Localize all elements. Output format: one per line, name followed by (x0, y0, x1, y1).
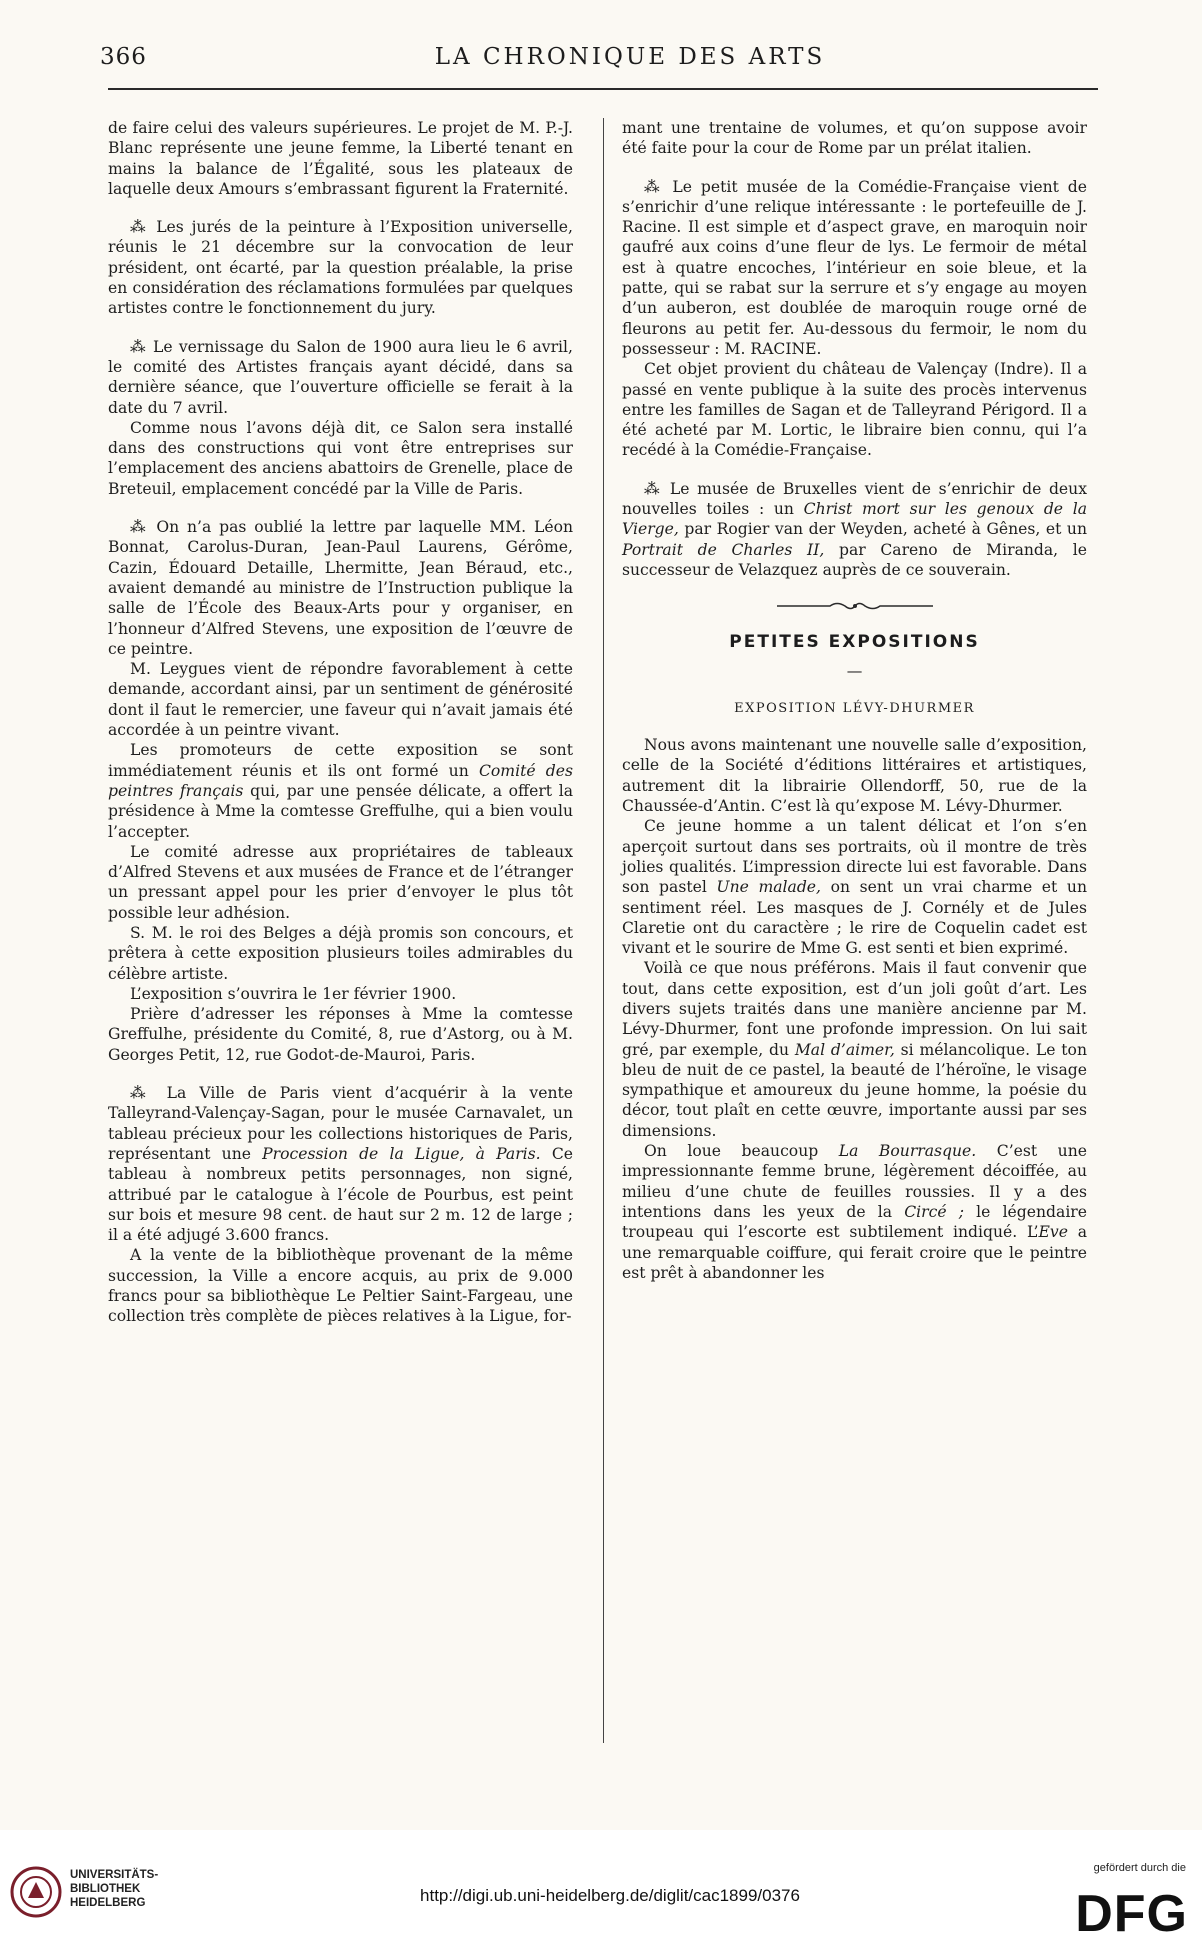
paragraph: Cet objet provient du château de Valençay (Indre). Il a passé en vente publique à la suite des procès intervenus entre les familles de Sagan et de Talleyrand Périgord. Il a été acheté par M. Lortic, le libraire bien connu, qui l’a recédé à la Comédie-Française. (622, 360, 1087, 460)
text-run: Ce tableau à nombreux petits personnages, non signé, attribué par le catalogue à l’école de Pourbus, est peint sur bois et mesure 98 cent. de haut sur 2 m. 12 de large ; il a été adjugé 3.600 francs. (108, 1144, 573, 1245)
italic-title: Comité des peintres français (108, 761, 573, 800)
paragraph: ⁂ On n’a pas oublié la lettre par laquelle MM. Léon Bonnat, Carolus-Duran, Jean-Paul Laurens, Gérôme, Cazin, Édouard Detaille, Lhermitte, Jean Béraud, etc., avaient demandé au ministre de l’Instruction publique la salle de l’École des Beaux-Arts pour y organiser, en l’honneur d’Alfred Stevens, une exposition de l’œuvre de ce peintre. (108, 518, 573, 658)
italic-title: Eve (1038, 1223, 1068, 1242)
text-run: par Careno de Miranda, le successeur de Velazquez auprès de ce souverain. (622, 540, 1087, 579)
running-title: LA CHRONIQUE DES ARTS (434, 44, 826, 70)
paragraph: A la vente de la bibliothèque provenant de la même succession, la Ville a encore acquis, au prix de 9.000 francs pour sa bibliothèque Le Peltier Saint-Fargeau, une collection très complète de pièces relatives à la Ligue, for- (108, 1246, 573, 1326)
text-run: ⁂ Le musée de Bruxelles vient de s’enrichir de deux nouvelles toiles : un (622, 479, 1087, 519)
text-run: par Rogier van der Weyden, acheté à Gênes, et un (678, 520, 1087, 539)
italic-title: Une malade, (716, 878, 821, 897)
paragraph: de faire celui des valeurs supérieures. Le projet de M. P.-J. Blanc représente une jeune femme, la Liberté tenant en mains la balance de l’Égalité, sous les plateaux de laquelle deux Amours s’embrassant figurent la Fraternité. (108, 119, 573, 198)
paragraph: Comme nous l’avons déjà dit, ce Salon sera installé dans des constructions qui vont être entreprises sur l’emplacement des anciens abattoirs de Grenelle, place de Breteuil, emplacement concédé par la Ville de Paris. (108, 418, 573, 498)
paragraph: ⁂ Les jurés de la peinture à l’Exposition universelle, réunis le 21 décembre sur la convocation de leur président, ont écarté, par la question préalable, la prise en considération des réclamations formulées par quelques artistes contre le fonctionnement du jury. (108, 218, 573, 318)
column-divider (603, 118, 604, 1743)
paragraph: M. Leygues vient de répondre favorablement à cette demande, accordant ainsi, par un sentiment de générosité dont il faut le remercier, une faveur qui n’avait jamais été accordée à un peintre vivant. (108, 660, 573, 740)
subsection-heading: EXPOSITION LÉVY-DHURMER (734, 700, 975, 716)
text-run: On loue beaucoup (644, 1142, 839, 1161)
source-url-link[interactable]: http://digi.ub.uni-heidelberg.de/diglit/cac1899/0376 (420, 1886, 800, 1905)
funded-by-label: gefördert durch die (1093, 1862, 1186, 1874)
right-column (622, 118, 1087, 1283)
page-number: 366 (100, 44, 147, 70)
paragraph: mant une trentaine de volumes, et qu’on suppose avoir été faite pour la cour de Rome par un prélat italien. (622, 119, 1087, 158)
paragraph (108, 1083, 573, 1245)
paragraph (622, 1141, 1087, 1283)
text-run: Voilà ce que nous préférons. Mais il faut convenir que tout, dans cette exposition, est d’un joli goût d’art. Les divers sujets traités dans une manière ancienne par M. Lévy-Dhurmer, font une profonde impression. On lui sait gré, par exemple, du (622, 959, 1087, 1059)
institution-line: UNIVERSITÄTS- (70, 1869, 159, 1881)
italic-title: Circé ; (904, 1202, 964, 1221)
paragraph (108, 740, 573, 841)
institution-line: BIBLIOTHEK (70, 1883, 141, 1895)
dfg-logo: DFG (1075, 1885, 1188, 1943)
italic-title: Procession de la Ligue, à Paris. (262, 1144, 541, 1163)
paragraph (622, 479, 1087, 580)
ornament-divider (622, 598, 1087, 612)
footer (0, 1830, 1202, 1954)
text-run: ⁂ La Ville de Paris vient d’acquérir à la vente Talleyrand-Valençay-Sagan, pour le musée Carnavalet, un tableau précieux pour les collections historiques de Paris, représentant une (108, 1084, 573, 1163)
ornament-icon (775, 599, 935, 613)
paragraph (622, 958, 1087, 1141)
text-run: C’est une impressionnante femme brune, légèrement décoiffée, au milieu d’une chute de feuilles roussies. Il y a des intentions dans les yeux de la (622, 1142, 1087, 1221)
paragraph: ⁂ Le petit musée de la Comédie-Française vient de s’enrichir d’une relique intéressante : le portefeuille de J. Racine. Il est simple et d’aspect grave, en maroquin noir gaufré aux coins d’une fleur de lys. Le fermoir de métal est à quatre encoches, l’intérieur en soie bleue, et la patte, qui se rabat sur la serrure et s’y engage au moyen d’un auberon, est doublée de maroquin rouge orné de fleurons au petit fer. Au-dessous du fermoir, le nom du possesseur : M. RACINE. (622, 177, 1087, 358)
heading-dash: — (846, 661, 863, 680)
text-run: Les promoteurs de cette exposition se sont immédiatement réunis et ils ont formé un (108, 741, 573, 780)
italic-title: La Bourrasque. (838, 1142, 977, 1161)
text-run: a une remarquable coiffure, qui ferait croire que le peintre est prêt à abandonner les (622, 1223, 1087, 1282)
left-column (108, 118, 573, 1327)
paragraph: Prière d’adresser les réponses à Mme la comtesse Greffulhe, présidente du Comité, 8, rue d’Astorg, ou à M. Georges Petit, 12, rue Godot-de-Mauroi, Paris. (108, 1005, 573, 1064)
text-run: Ce jeune homme a un talent délicat et l’on s’en aperçoit surtout dans ses portraits, où il montre de très jolies qualités. L’impression directe lui est favorable. Dans son pastel (622, 817, 1087, 897)
italic-title: Portrait de Charles II, (622, 540, 825, 559)
text-run: qui, par une pensée délicate, a offert la présidence à Mme la comtesse Greffulhe, qui a bien voulu l’accepter. (108, 781, 573, 841)
text-run: si mélancolique. Le ton bleu de nuit de ce pastel, la beauté de l’héroïne, le visage sympathique et amoureux du jeune homme, la poésie du décor, tout plaît en cette œuvre, importante aussi par ses dimensions. (622, 1040, 1087, 1140)
paragraph: Le comité adresse aux propriétaires de tableaux d’Alfred Stevens et aux musées de France et de l’étranger un pressant appel pour les prier d’envoyer le plus tôt possible leur adhésion. (108, 842, 573, 922)
paragraph (622, 816, 1087, 958)
header-rule (108, 88, 1098, 90)
paragraph: Nous avons maintenant une nouvelle salle d’exposition, celle de la Société d’éditions littéraires et artistiques, autrement dit la librairie Ollendorff, 50, rue de la Chaussée-d’Antin. C’est là qu’expose M. Lévy-Dhurmer. (622, 736, 1087, 816)
italic-title: Mal d’aimer, (794, 1040, 895, 1059)
paragraph: L’exposition s’ouvrira le 1er février 1900. (130, 984, 457, 1003)
university-seal-icon (10, 1866, 62, 1918)
italic-title: Christ mort sur les genoux de la Vierge, (622, 500, 1087, 539)
text-run: on sent un vrai charme et un sentiment réel. Les masques de J. Cornély et de Jules Claretie ont du caractère ; le rire de Coquelin cadet est vivant et le sourire de Mme G. est senti et bien exprimé. (622, 878, 1087, 958)
text-run: le légendaire troupeau qui l’escorte est subtilement indiqué. L’ (622, 1202, 1087, 1242)
institution-name (70, 1868, 158, 1910)
institution-line: HEIDELBERG (70, 1897, 146, 1909)
paragraph: S. M. le roi des Belges a déjà promis son concours, et prêtera à cette exposition plusieurs toiles admirables du célèbre artiste. (108, 923, 573, 983)
section-heading: PETITES EXPOSITIONS (729, 632, 980, 653)
page-header (100, 44, 1100, 84)
paragraph: ⁂ Le vernissage du Salon de 1900 aura lieu le 6 avril, le comité des Artistes français ayant décidé, dans sa dernière séance, que l’ouverture officielle se ferait à la date du 7 avril. (108, 337, 573, 417)
